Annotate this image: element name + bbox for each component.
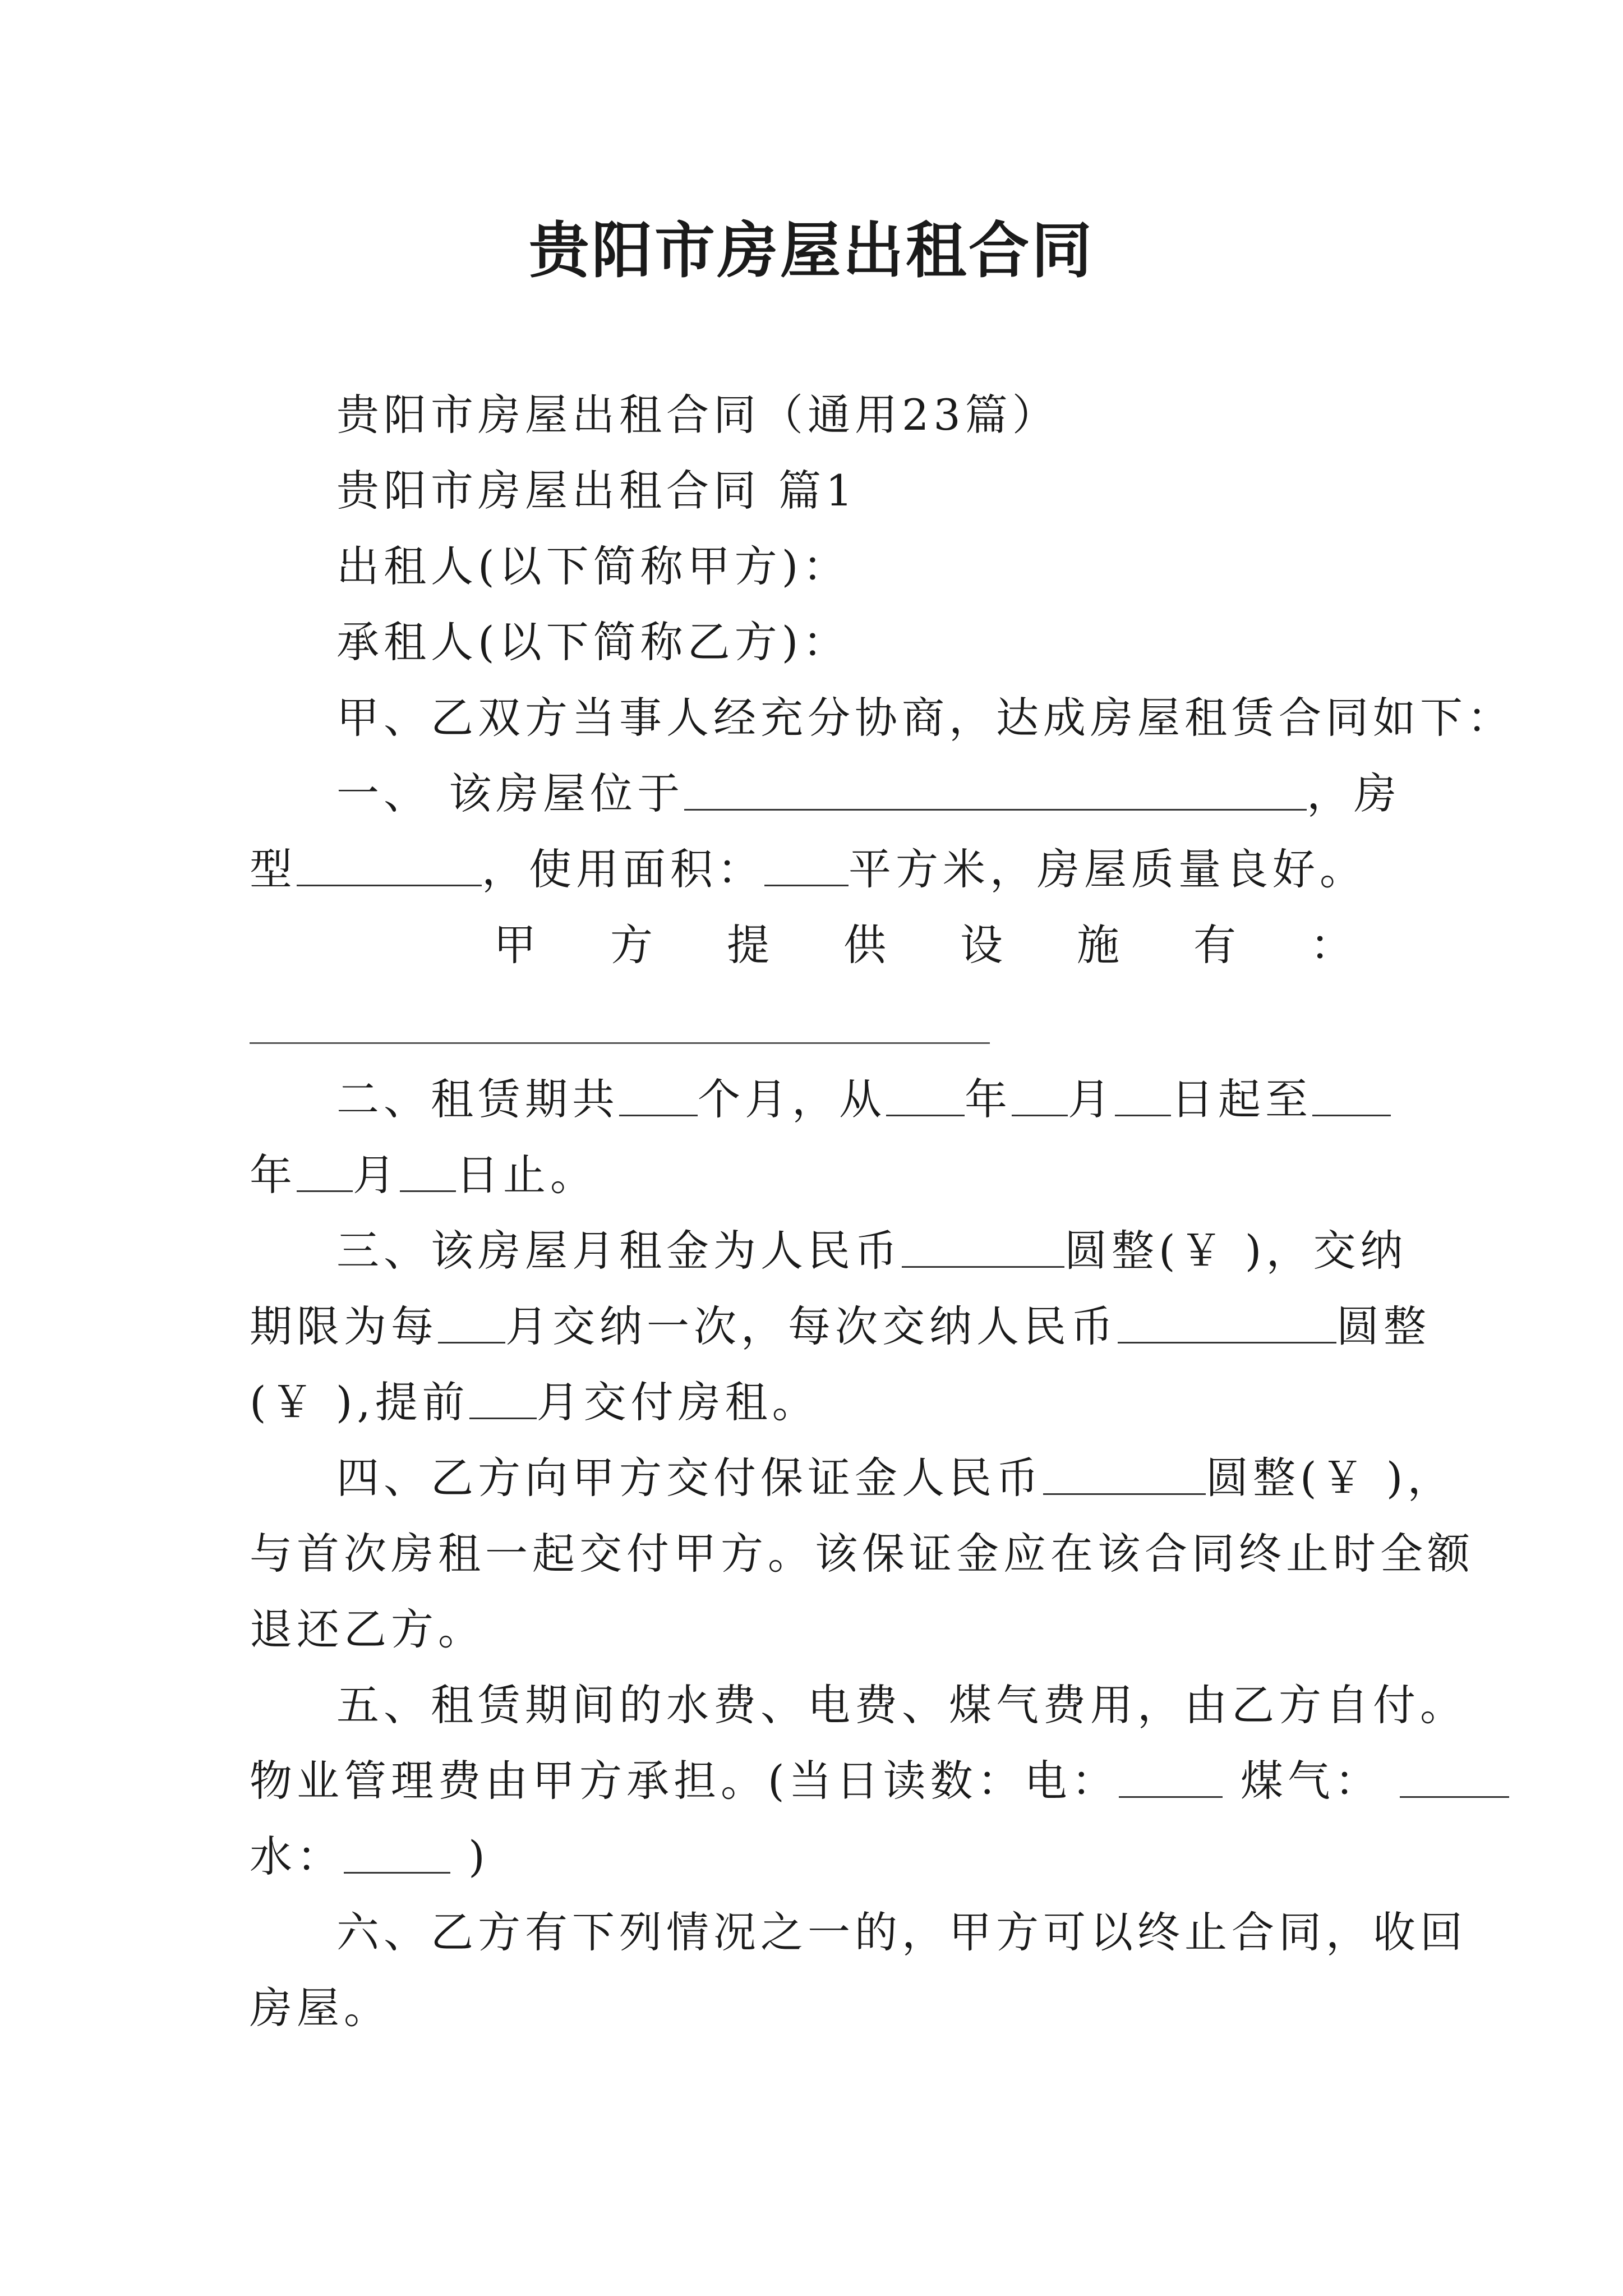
start-year-blank [886, 1075, 965, 1116]
clause-3-text: 月交付房租。 [536, 1377, 819, 1427]
start-day-blank [1115, 1075, 1171, 1116]
deposit-blank [1043, 1454, 1206, 1495]
subtitle: 贵阳市房屋出租合同（通用23篇） [336, 390, 1059, 440]
section-heading: 贵阳市房屋出租合同 篇1 [336, 466, 857, 516]
clause-2-text: 日止。 [456, 1150, 597, 1200]
monthly-rent-blank [902, 1227, 1064, 1268]
clause-2-text: 年 [250, 1150, 297, 1200]
clause-1-line-2 [250, 841, 1388, 898]
clause-2-line-2 [250, 1147, 1388, 1203]
clause-3-text: 圆整 [1336, 1301, 1431, 1351]
facilities-blank-rule [250, 1042, 990, 1044]
address-blank [684, 770, 1307, 811]
clause-3-text: 月交纳一次，每次交纳人民币 [505, 1301, 1118, 1351]
clause-2-text: 年 [965, 1074, 1012, 1124]
clause-2-text: 月 [1068, 1074, 1115, 1124]
house-type-blank [297, 845, 482, 886]
clause-4-text: 圆整(￥ )， [1206, 1453, 1455, 1503]
clause-4-line-3: 退还乙方。 [250, 1604, 485, 1654]
clause-1-text-d: ，使用面积： [482, 844, 764, 894]
clause-3-text: 圆整(￥ )，交纳 [1064, 1226, 1408, 1276]
clause-5-text: ) [468, 1832, 490, 1881]
clause-5-line-3 [250, 1829, 1388, 1885]
end-month-blank [297, 1151, 353, 1192]
facilities-line [494, 917, 1357, 973]
payment-amount-blank [1118, 1303, 1336, 1343]
clause-3-line-3 [250, 1374, 1388, 1430]
clause-5-line-1: 五、租赁期间的水费、电费、煤气费用，由乙方自付。 [336, 1680, 1467, 1730]
clause-2-text: 二、租赁期共 [336, 1074, 619, 1124]
clause-6-line-1: 六、乙方有下列情况之一的，甲方可以终止合同，收回 [336, 1907, 1467, 1957]
clause-5-text: 煤气： [1240, 1756, 1382, 1806]
clause-3-line-1 [336, 1223, 1408, 1279]
end-year-blank [1312, 1075, 1391, 1116]
facilities-char: 提 [727, 920, 774, 970]
start-month-blank [1012, 1075, 1068, 1116]
clause-2-text: 月 [353, 1150, 400, 1200]
clause-5-line-2 [250, 1753, 1388, 1809]
lessee-line: 承租人(以下简称乙方)： [336, 617, 850, 667]
clause-3-text: (￥ ),提前 [250, 1377, 469, 1427]
gas-reading-blank [1400, 1757, 1509, 1798]
lessor-line: 出租人(以下简称甲方)： [336, 541, 850, 591]
area-blank [764, 845, 849, 886]
payment-period-blank [438, 1303, 505, 1343]
electricity-reading-blank [1119, 1757, 1223, 1798]
clause-5-text: 物业管理费由甲方承担。(当日读数：电： [250, 1756, 1119, 1806]
clause-2-line-1 [336, 1071, 1388, 1128]
facilities-char: 甲 [494, 920, 541, 970]
clause-4-text: 四、乙方向甲方交付保证金人民币 [336, 1453, 1043, 1503]
end-day-blank [400, 1151, 456, 1192]
facilities-char: ： [1310, 920, 1357, 970]
document-title: 贵阳市房屋出租合同 [528, 215, 1094, 286]
clause-2-text: 个月，从 [698, 1074, 886, 1124]
clause-4-line-1 [336, 1450, 1455, 1506]
advance-months-blank [469, 1378, 537, 1419]
clause-3-text: 三、该房屋月租金为人民币 [336, 1226, 902, 1276]
clause-3-line-2 [250, 1299, 1431, 1355]
facilities-char: 方 [610, 920, 657, 970]
clause-2-text: 日起至 [1171, 1074, 1312, 1124]
clause-3-text: 期限为每 [250, 1301, 438, 1351]
clause-6-line-2: 房屋。 [250, 1983, 391, 2033]
facilities-char: 施 [1077, 920, 1124, 970]
clause-1-text-a: 一、 该房屋位于 [336, 769, 685, 818]
water-reading-blank [344, 1833, 450, 1874]
facilities-char: 供 [843, 920, 891, 970]
clause-1-text-e: 平方米，房屋质量良好。 [849, 844, 1367, 894]
clause-1-line-1 [336, 766, 1401, 822]
intro-line: 甲、乙双方当事人经充分协商，达成房屋租赁合同如下： [336, 693, 1514, 743]
facilities-char: 有 [1193, 920, 1241, 970]
facilities-char: 设 [960, 920, 1007, 970]
months-blank [619, 1075, 698, 1116]
clause-5-text: 水： [250, 1832, 344, 1881]
clause-1-text-c: 型 [250, 844, 297, 894]
clause-4-line-2: 与首次房租一起交付甲方。该保证金应在该合同终止时全额 [250, 1529, 1474, 1579]
clause-1-text-b: ，房 [1307, 769, 1401, 818]
